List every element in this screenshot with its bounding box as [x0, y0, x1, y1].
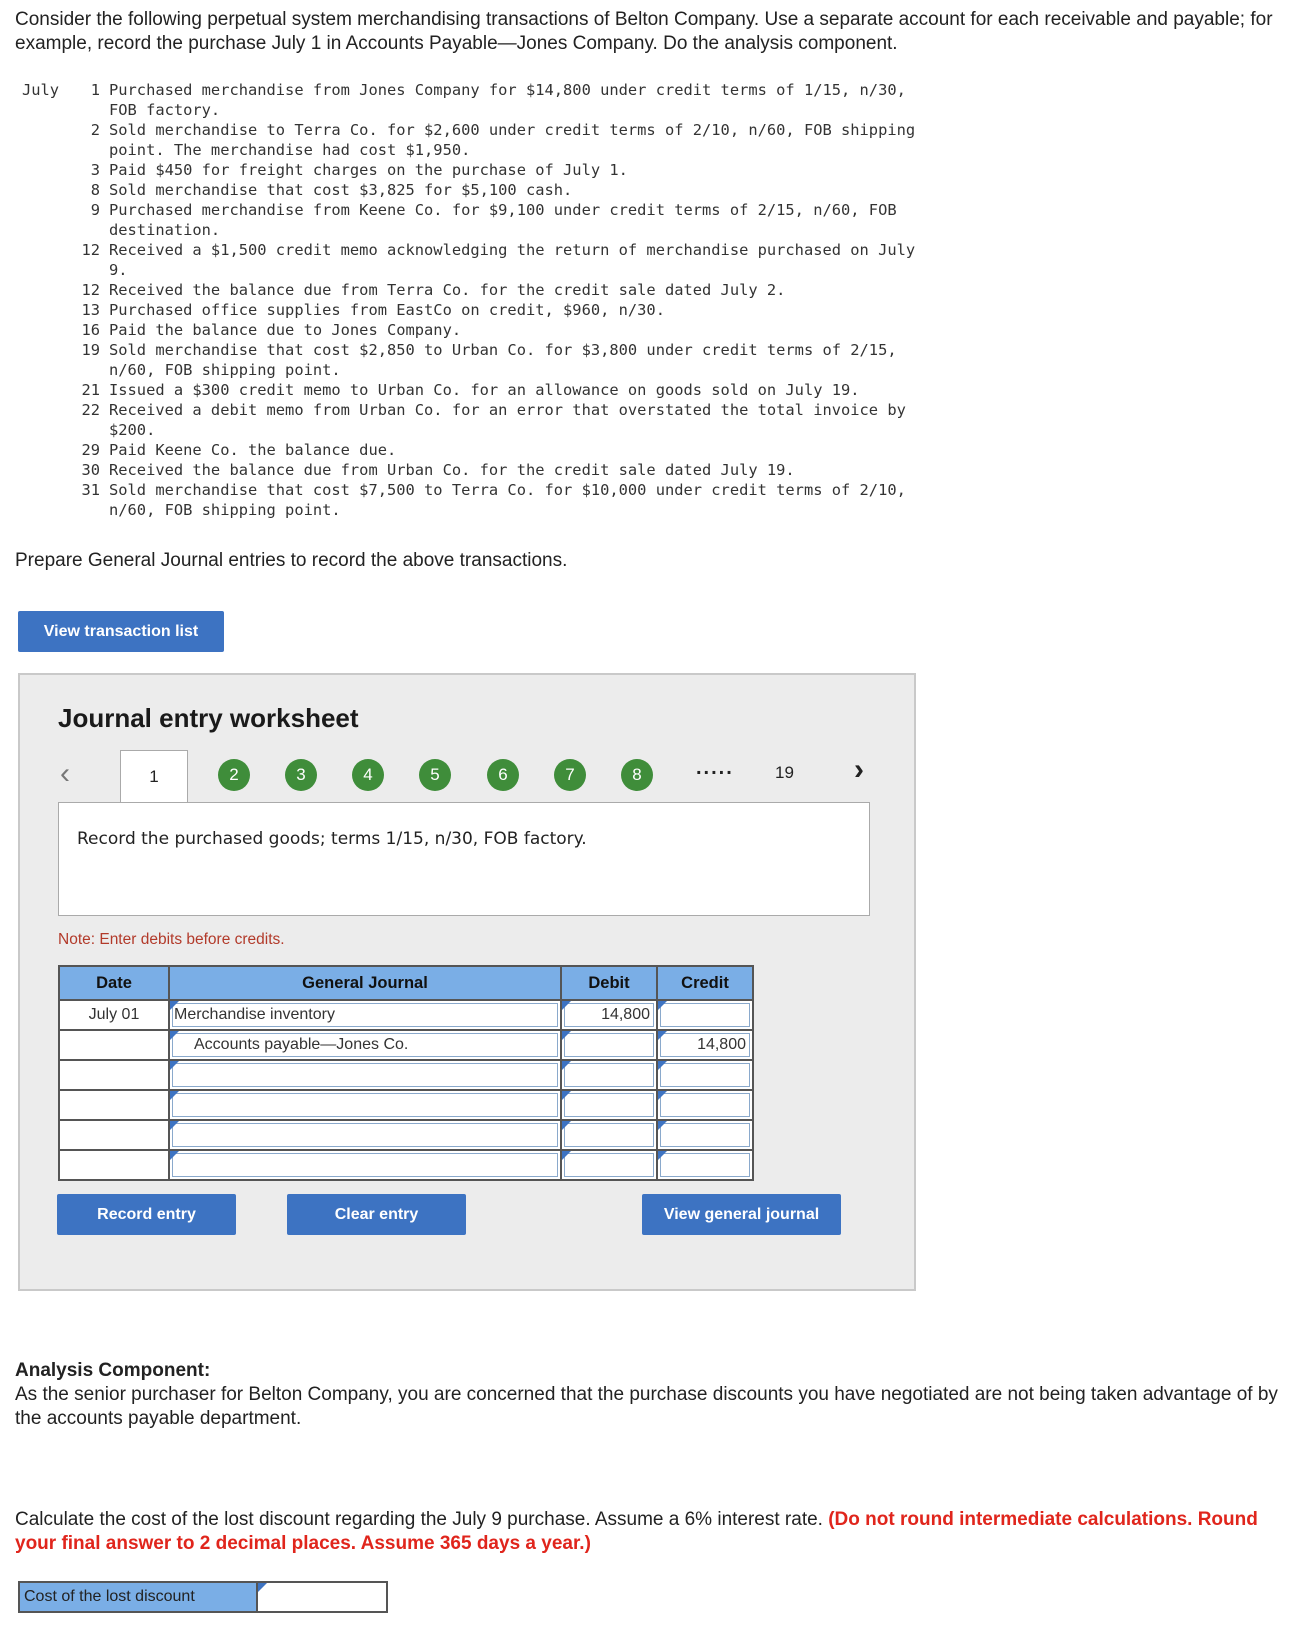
transaction-month [22, 500, 74, 520]
calculation-instruction [15, 1508, 1280, 1556]
input-marker-icon [562, 1121, 571, 1130]
view-general-journal-button[interactable]: View general journal [642, 1194, 841, 1235]
transaction-item-continued [22, 500, 915, 520]
journal-entry-worksheet [18, 673, 916, 1291]
date-cell[interactable] [59, 1150, 169, 1180]
input-marker-icon [170, 1061, 179, 1070]
transaction-description: Record the purchased goods; terms 1/15, n/30, FOB factory. [77, 829, 587, 849]
debit-cell[interactable] [561, 1000, 657, 1030]
input-marker-icon [170, 1091, 179, 1100]
transaction-item [22, 380, 915, 400]
transaction-text: Sold merchandise to Terra Co. for $2,600 under credit terms of 2/10, n/60, FOB shipping [109, 121, 916, 139]
date-cell[interactable] [59, 1060, 169, 1090]
tab-2[interactable]: 2 [218, 759, 250, 791]
date-cell[interactable] [59, 1120, 169, 1150]
debit-cell[interactable] [561, 1030, 657, 1060]
transaction-month [22, 400, 74, 420]
debit-cell[interactable] [561, 1060, 657, 1090]
transaction-month [22, 280, 74, 300]
transaction-month [22, 160, 74, 180]
input-marker-icon [658, 1121, 667, 1130]
journal-table [58, 965, 754, 1181]
transaction-month [22, 120, 74, 140]
transaction-item-continued [22, 100, 915, 120]
transaction-item-continued [22, 140, 915, 160]
tab-19[interactable]: 19 [775, 763, 794, 782]
transaction-text: Sold merchandise that cost $2,850 to Urban Co. for $3,800 under credit terms of 2/15, [109, 341, 897, 359]
tab-5[interactable]: 5 [419, 759, 451, 791]
journal-row [59, 1150, 753, 1180]
transaction-day: 30 [81, 461, 100, 479]
tab-6[interactable]: 6 [487, 759, 519, 791]
transaction-text: $200. [109, 421, 156, 439]
transaction-text: Purchased merchandise from Keene Co. for $9,100 under credit terms of 2/15, n/60, FOB [109, 201, 897, 219]
input-marker-icon [562, 1061, 571, 1070]
transaction-item [22, 240, 915, 260]
transaction-month [22, 180, 74, 200]
transaction-text: destination. [109, 221, 221, 239]
transaction-day: 13 [81, 301, 100, 319]
transaction-day [74, 360, 100, 380]
credit-cell[interactable] [657, 1090, 753, 1120]
transaction-day: 16 [81, 321, 100, 339]
input-marker-icon [170, 1121, 179, 1130]
transaction-day: 31 [81, 481, 100, 499]
date-header: Date [59, 966, 169, 1000]
transaction-month [22, 220, 74, 240]
journal-row [59, 1030, 753, 1060]
transaction-text: Sold merchandise that cost $3,825 for $5,100 cash. [109, 181, 573, 199]
cell-border [172, 1153, 558, 1177]
transaction-item [22, 160, 915, 180]
rounding-instruction: (Do not round intermediate calculations. Round your final answer to 2 decimal places. Assume 365 days a year.) [15, 1509, 1258, 1554]
journal-row [59, 1000, 753, 1030]
transaction-item [22, 460, 915, 480]
input-marker-icon [658, 1151, 667, 1160]
transaction-day: 19 [81, 341, 100, 359]
transaction-item [22, 180, 915, 200]
transaction-day: 29 [81, 441, 100, 459]
transaction-text: n/60, FOB shipping point. [109, 361, 341, 379]
cell-border [564, 1093, 654, 1117]
account-cell-value: Accounts payable—Jones Co. [194, 1036, 409, 1053]
transaction-month [22, 360, 74, 380]
credit-cell[interactable] [657, 1000, 753, 1030]
transaction-item [22, 320, 915, 340]
input-marker-icon [562, 1031, 571, 1040]
worksheet-title: Journal entry worksheet [58, 703, 359, 733]
input-marker-icon [562, 1091, 571, 1100]
transaction-day: 8 [90, 181, 100, 199]
lost-discount-label: Cost of the lost discount [18, 1581, 258, 1613]
date-cell[interactable] [59, 1000, 169, 1030]
transaction-description-box [58, 802, 870, 916]
transaction-text: Issued a $300 credit memo to Urban Co. for an allowance on goods sold on July 19. [109, 381, 860, 399]
cell-border [660, 1123, 750, 1147]
transaction-text: Paid $450 for freight charges on the purchase of July 1. [109, 161, 628, 179]
tab-7[interactable]: 7 [554, 759, 586, 791]
transaction-day [74, 500, 100, 520]
debit-credit-note: Note: Enter debits before credits. [58, 931, 285, 948]
transaction-day [74, 100, 100, 120]
transaction-text: Received the balance due from Urban Co. for the credit sale dated July 19. [109, 461, 795, 479]
credit-cell-value: 14,800 [697, 1036, 746, 1053]
transaction-day: 3 [90, 161, 100, 179]
input-marker-icon [658, 1001, 667, 1010]
transaction-month [22, 420, 74, 440]
transaction-month [22, 240, 74, 260]
cell-border [172, 1093, 558, 1117]
analysis-text: As the senior purchaser for Belton Company, you are concerned that the purchase discounts you have negotiated are not being taken advantage of by the accounts payable department. [15, 1384, 1278, 1429]
clear-entry-button[interactable]: Clear entry [287, 1194, 466, 1235]
account-cell[interactable] [169, 1030, 561, 1060]
transaction-day: 12 [81, 281, 100, 299]
transaction-day: 22 [81, 401, 100, 419]
cell-border [564, 1123, 654, 1147]
credit-cell[interactable] [657, 1150, 753, 1180]
transaction-month [22, 460, 74, 480]
input-marker-icon [658, 1091, 667, 1100]
view-transaction-list-button[interactable]: View transaction list [18, 611, 224, 652]
cell-border [172, 1123, 558, 1147]
transaction-day [74, 220, 100, 240]
journal-row [59, 1090, 753, 1120]
transaction-day: 9 [90, 201, 100, 219]
date-cell[interactable] [59, 1030, 169, 1060]
record-entry-button[interactable]: Record entry [57, 1194, 236, 1235]
transaction-item-continued [22, 260, 915, 280]
transaction-item [22, 440, 915, 460]
transaction-item [22, 80, 915, 100]
transaction-text: point. The merchandise had cost $1,950. [109, 141, 471, 159]
debit-header: Debit [561, 966, 657, 1000]
transaction-list [22, 80, 915, 520]
calculation-text: Calculate the cost of the lost discount regarding the July 9 purchase. Assume a 6% interest rate. [15, 1509, 823, 1530]
transaction-text: Received the balance due from Terra Co. for the credit sale dated July 2. [109, 281, 786, 299]
date-cell[interactable] [59, 1090, 169, 1120]
transaction-day [74, 260, 100, 280]
account-cell[interactable] [169, 1000, 561, 1030]
transaction-month [22, 260, 74, 280]
transaction-text: Purchased merchandise from Jones Company for $14,800 under credit terms of 1/15, n/30, [109, 81, 906, 99]
account-cell-value: Merchandise inventory [174, 1006, 335, 1023]
transaction-month [22, 320, 74, 340]
chevron-right-icon[interactable]: › [854, 753, 864, 786]
transaction-month [22, 140, 74, 160]
transaction-item [22, 480, 915, 500]
lost-discount-input[interactable] [258, 1581, 388, 1613]
input-marker-icon [658, 1061, 667, 1070]
general-journal-header: General Journal [169, 966, 561, 1000]
debit-cell-value: 14,800 [601, 1006, 650, 1023]
transaction-text: Paid Keene Co. the balance due. [109, 441, 397, 459]
journal-row [59, 1060, 753, 1090]
prepare-instruction: Prepare General Journal entries to record the above transactions. [15, 550, 568, 571]
cell-border [564, 1153, 654, 1177]
cell-border [172, 1063, 558, 1087]
transaction-item [22, 400, 915, 420]
transaction-item [22, 120, 915, 140]
transaction-day: 2 [90, 121, 100, 139]
input-marker-icon [170, 1151, 179, 1160]
transaction-item-continued [22, 420, 915, 440]
transaction-item-continued [22, 220, 915, 240]
transaction-text: Received a debit memo from Urban Co. for an error that overstated the total invoice by [109, 401, 906, 419]
transaction-month [22, 380, 74, 400]
cell-border [660, 1093, 750, 1117]
cell-border [564, 1033, 654, 1057]
transaction-month [22, 480, 74, 500]
transaction-day: 1 [90, 81, 100, 99]
account-cell[interactable] [169, 1060, 561, 1090]
debit-cell[interactable] [561, 1090, 657, 1120]
transaction-month [22, 200, 74, 220]
input-marker-icon [258, 1583, 267, 1592]
cell-border [660, 1003, 750, 1027]
lost-discount-row [18, 1581, 388, 1613]
input-marker-icon [562, 1151, 571, 1160]
date-cell-value: July 01 [88, 1006, 140, 1023]
transaction-month [22, 440, 74, 460]
instructions-text: Consider the following perpetual system merchandising transactions of Belton Company. Use a separate account for each receivable and payable; for example, record the purchase July 1 in Accounts Payable—Jones Company. Do the analysis component. [15, 9, 1273, 54]
transaction-text: 9. [109, 261, 128, 279]
transaction-text: Received a $1,500 credit memo acknowledging the return of merchandise purchased on July [109, 241, 916, 259]
journal-row [59, 1120, 753, 1150]
transaction-item-continued [22, 360, 915, 380]
chevron-left-icon[interactable]: ‹ [60, 757, 70, 790]
credit-cell[interactable] [657, 1060, 753, 1090]
account-cell[interactable] [169, 1090, 561, 1120]
account-cell[interactable] [169, 1120, 561, 1150]
transaction-text: FOB factory. [109, 101, 221, 119]
analysis-section [15, 1359, 1280, 1431]
debit-cell[interactable] [561, 1120, 657, 1150]
transaction-text: Paid the balance due to Jones Company. [109, 321, 462, 339]
transaction-month [22, 300, 74, 320]
credit-cell[interactable] [657, 1030, 753, 1060]
transaction-day: 12 [81, 241, 100, 259]
tab-ellipsis: ..... [696, 757, 734, 779]
transaction-day: 21 [81, 381, 100, 399]
debit-cell[interactable] [561, 1150, 657, 1180]
cell-border [564, 1063, 654, 1087]
transaction-month [22, 100, 74, 120]
transaction-month [22, 340, 74, 360]
cell-border [660, 1153, 750, 1177]
account-cell[interactable] [169, 1150, 561, 1180]
transaction-text: Purchased office supplies from EastCo on credit, $960, n/30. [109, 301, 665, 319]
transaction-item [22, 300, 915, 320]
credit-cell[interactable] [657, 1120, 753, 1150]
transaction-day [74, 420, 100, 440]
tab-8[interactable]: 8 [621, 759, 653, 791]
credit-header: Credit [657, 966, 753, 1000]
transaction-month: July [22, 81, 60, 99]
tab-3[interactable]: 3 [285, 759, 317, 791]
transaction-item [22, 280, 915, 300]
transaction-text: Sold merchandise that cost $7,500 to Terra Co. for $10,000 under credit terms of 2/10, [109, 481, 906, 499]
cell-border [660, 1063, 750, 1087]
transaction-day [74, 140, 100, 160]
transaction-text: n/60, FOB shipping point. [109, 501, 341, 519]
transaction-item [22, 340, 915, 360]
tab-1[interactable]: 1 [120, 750, 188, 803]
transaction-item [22, 200, 915, 220]
analysis-heading: Analysis Component: [15, 1360, 211, 1381]
tab-4[interactable]: 4 [352, 759, 384, 791]
